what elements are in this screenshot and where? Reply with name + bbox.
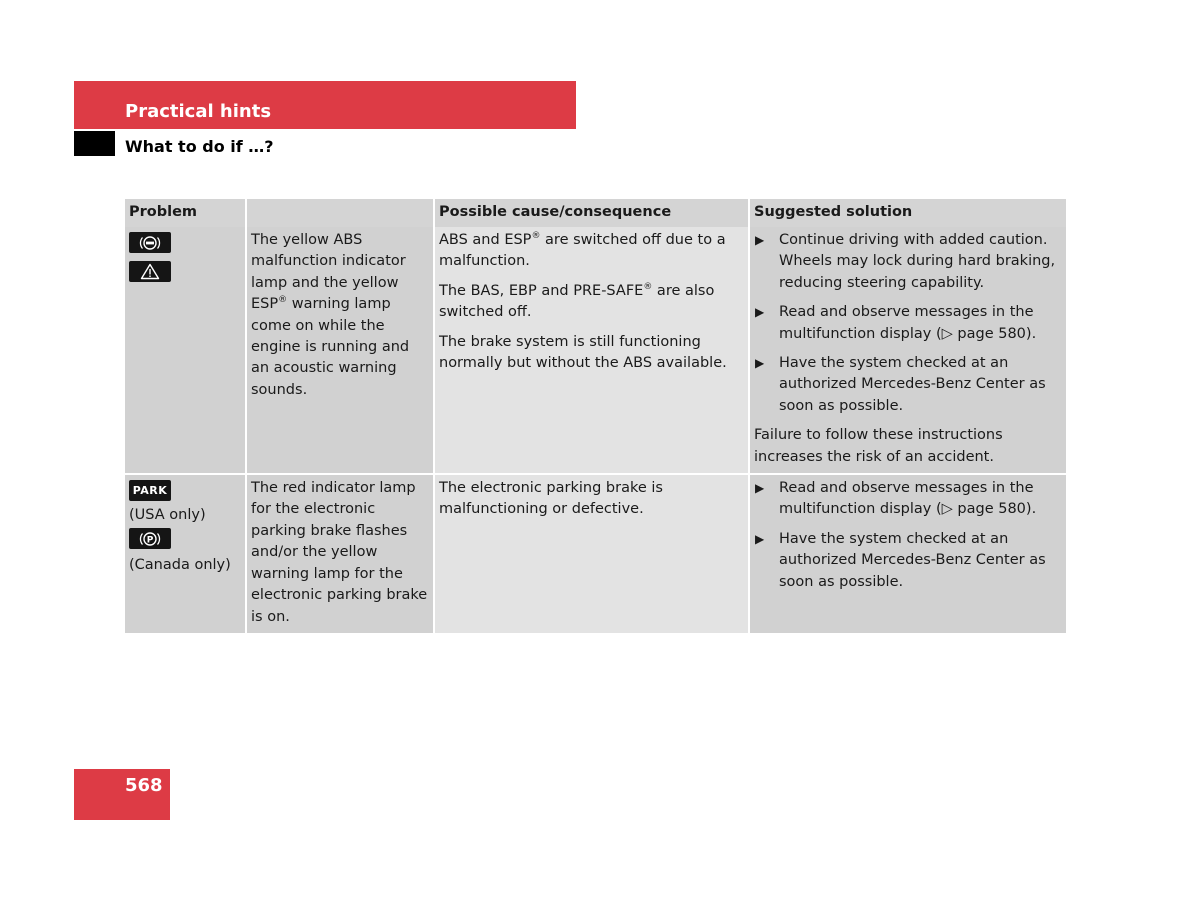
cause-paragraph: The brake system is still functioning normally but without the ABS available. bbox=[439, 333, 727, 372]
problem-description-cell bbox=[247, 475, 435, 633]
cause-paragraph: ABS and ESP® are switched off due to a malfunction. bbox=[439, 231, 726, 270]
solution-text: Have the system checked at an authorized Mercedes-Benz Center as soon as possible. bbox=[779, 355, 1046, 414]
region-note-usa: (USA only) bbox=[129, 507, 206, 524]
park-icon: PARK bbox=[129, 480, 171, 501]
problem-description-cell bbox=[247, 227, 435, 475]
abs-warning-icon bbox=[129, 232, 171, 253]
hints-table bbox=[125, 199, 1066, 633]
subsection-marker bbox=[74, 131, 115, 156]
column-header-problem: Problem bbox=[125, 199, 247, 227]
subsection-title: What to do if …? bbox=[125, 137, 274, 156]
solution-text: Read and observe messages in the multifunction display (▷ page 580). bbox=[779, 304, 1037, 342]
problem-description: The red indicator lamp for the electronic parking brake flashes and/or the yellow warning lamp for the electronic parking brake is on. bbox=[251, 480, 428, 625]
table-row bbox=[125, 227, 1066, 475]
solution-item bbox=[754, 230, 1062, 294]
page-number: 568 bbox=[125, 775, 163, 796]
solution-list bbox=[754, 478, 1062, 593]
solution-text: Have the system checked at an authorized Mercedes-Benz Center as soon as possible. bbox=[779, 530, 1046, 590]
column-header-solution: Suggested solution bbox=[750, 199, 1066, 227]
solution-item bbox=[754, 478, 1062, 521]
bullet-arrow-icon: ▶ bbox=[755, 531, 765, 546]
problem-symbol-cell bbox=[125, 475, 247, 633]
cause-paragraph: The electronic parking brake is malfunctioning or defective. bbox=[439, 480, 663, 518]
cause-cell bbox=[435, 227, 750, 475]
problem-symbol-cell bbox=[125, 227, 247, 475]
problem-description: The yellow ABS malfunction indicator lamp and the yellow ESP® warning lamp come on while the engine is running and an acoustic warning sounds. bbox=[251, 232, 410, 398]
parking-brake-p-icon bbox=[129, 528, 171, 549]
solution-list bbox=[754, 230, 1062, 417]
solution-item bbox=[754, 529, 1062, 593]
column-header-blank bbox=[247, 199, 435, 227]
bullet-arrow-icon: ▶ bbox=[755, 305, 765, 320]
solution-item bbox=[754, 353, 1062, 417]
cause-cell bbox=[435, 475, 750, 633]
bullet-arrow-icon: ▶ bbox=[755, 481, 765, 496]
svg-text:P: P bbox=[146, 535, 154, 546]
cause-paragraph: The BAS, EBP and PRE-SAFE® are also switched off. bbox=[439, 281, 715, 321]
bullet-arrow-icon: ▶ bbox=[755, 233, 765, 247]
solution-text: Continue driving with added caution. Wheels may lock during hard braking, reducing steering capability. bbox=[779, 232, 1056, 291]
solution-warning-note: Failure to follow these instructions increases the risk of an accident. bbox=[754, 427, 1003, 465]
table-row bbox=[125, 475, 1066, 633]
table-header-row bbox=[125, 199, 1066, 227]
esp-warning-triangle-icon bbox=[129, 261, 171, 282]
solution-cell bbox=[750, 227, 1066, 475]
solution-text: Read and observe messages in the multifunction display (▷ page 580). bbox=[779, 480, 1037, 518]
solution-item bbox=[754, 302, 1062, 345]
section-title: Practical hints bbox=[125, 101, 272, 122]
region-note-canada: (Canada only) bbox=[129, 557, 231, 574]
solution-cell bbox=[750, 475, 1066, 633]
bullet-arrow-icon: ▶ bbox=[755, 356, 765, 371]
column-header-cause: Possible cause/consequence bbox=[435, 199, 750, 227]
